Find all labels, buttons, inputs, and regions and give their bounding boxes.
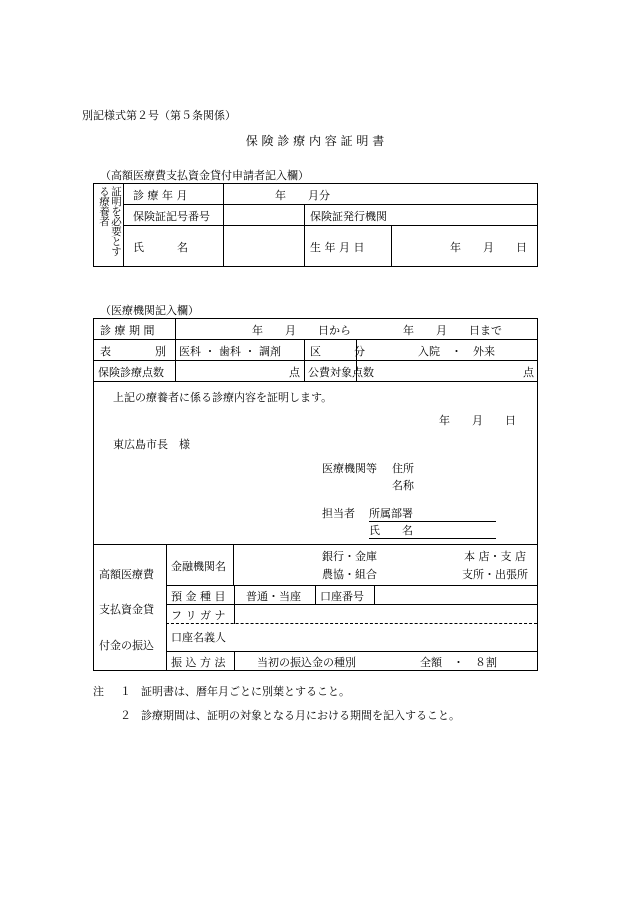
- document-title: 保 険 診 療 内 容 証 明 書: [245, 134, 385, 148]
- note2-number: ２: [120, 709, 131, 722]
- furikomi-value[interactable]: 全額 ・ ８割: [420, 656, 497, 669]
- yokin-shumoku-label: 預 金 種 目: [171, 590, 226, 603]
- furikomi-row-label-1: 高額医療費: [99, 568, 154, 581]
- seinengappi-value[interactable]: 年 月 日: [450, 241, 527, 254]
- bank-type-line1[interactable]: 銀行・金庫: [322, 550, 377, 563]
- jusho-label: 住所: [392, 462, 414, 475]
- note1-number: １: [120, 685, 131, 698]
- ten-unit-2: 点: [523, 366, 534, 379]
- branch-type-line2[interactable]: 支所・出張所: [462, 568, 528, 581]
- ten-unit-1: 点: [289, 366, 300, 379]
- addressee: 東広島市長 様: [113, 438, 190, 451]
- certify-text: 上記の療養者に係る診療内容を証明します。: [113, 391, 333, 404]
- tantosha-name-field[interactable]: [369, 522, 496, 539]
- kikan-from[interactable]: 年 月 日から: [252, 324, 351, 337]
- iryo-kikan-label: 医療機関等: [322, 462, 377, 475]
- hokensho-kigo-label: 保険証記号番号: [133, 210, 210, 223]
- shinryo-nengetsu-value[interactable]: 年 月分: [275, 189, 330, 202]
- kinyu-kikan-label: 金融機関名: [171, 560, 226, 573]
- bank-type-line2[interactable]: 農協・組合: [322, 568, 377, 581]
- note1-text: 証明書は、暦年月ごとに別葉とすること。: [141, 685, 350, 698]
- tantosha-label: 担当者: [322, 507, 355, 520]
- furikomi-row-label-3: 付金の振込: [99, 639, 154, 652]
- notes-prefix: 注: [93, 685, 104, 698]
- yokin-value[interactable]: 普通・当座: [246, 590, 301, 603]
- certify-date[interactable]: 年 月 日: [439, 414, 516, 427]
- tantosha-shimei-label: 氏 名: [369, 524, 413, 537]
- furikomi-desc: 当初の振込金の種別: [257, 656, 356, 669]
- hoken-tensu-label: 保険診療点数: [98, 366, 164, 379]
- section1-caption: （高額医療費支払資金貸付申請者記入欄）: [100, 169, 309, 182]
- shimei-label: 氏 名: [133, 241, 188, 254]
- seinengappi-label: 生 年 月 日: [310, 241, 365, 254]
- hyobetsu-value[interactable]: 医科 ・ 歯科 ・ 調剤: [179, 345, 281, 358]
- branch-type-line1[interactable]: 本 店・支 店: [464, 550, 526, 563]
- shozoku-field[interactable]: [369, 505, 496, 522]
- shinryo-nengetsu-label: 診 療 年 月: [133, 189, 188, 202]
- kohi-tensu-label: 公費対象点数: [308, 366, 374, 379]
- koza-meigi-label: 口座名義人: [171, 631, 226, 644]
- form-number: 別記様式第２号（第５条関係）: [82, 109, 236, 122]
- koza-bango-label: 口座番号: [320, 590, 364, 603]
- furigana-label: フ リ ガ ナ: [171, 609, 226, 622]
- patient-side-label: 証明を必要とする療養者: [98, 186, 122, 256]
- kubun-value[interactable]: 入院 ・ 外来: [418, 345, 495, 358]
- hokensho-kikan-label: 保険証発行機関: [310, 210, 387, 223]
- kubun-label: 区 分: [310, 345, 365, 358]
- shinryo-kikan-label: 診 療 期 間: [100, 324, 155, 337]
- furikomi-row-label-2: 支払資金貸: [99, 603, 154, 616]
- section2-caption: （医療機関記入欄）: [100, 304, 199, 317]
- hyobetsu-label: 表 別: [100, 345, 166, 358]
- furikomi-hoho-label: 振 込 方 法: [171, 656, 226, 669]
- kikan-to[interactable]: 年 月 日まで: [403, 324, 502, 337]
- meisho-label: 名称: [392, 479, 414, 492]
- note2-text: 診療期間は、証明の対象となる月における期間を記入すること。: [141, 709, 460, 722]
- shozoku-label: 所属部署: [369, 507, 413, 520]
